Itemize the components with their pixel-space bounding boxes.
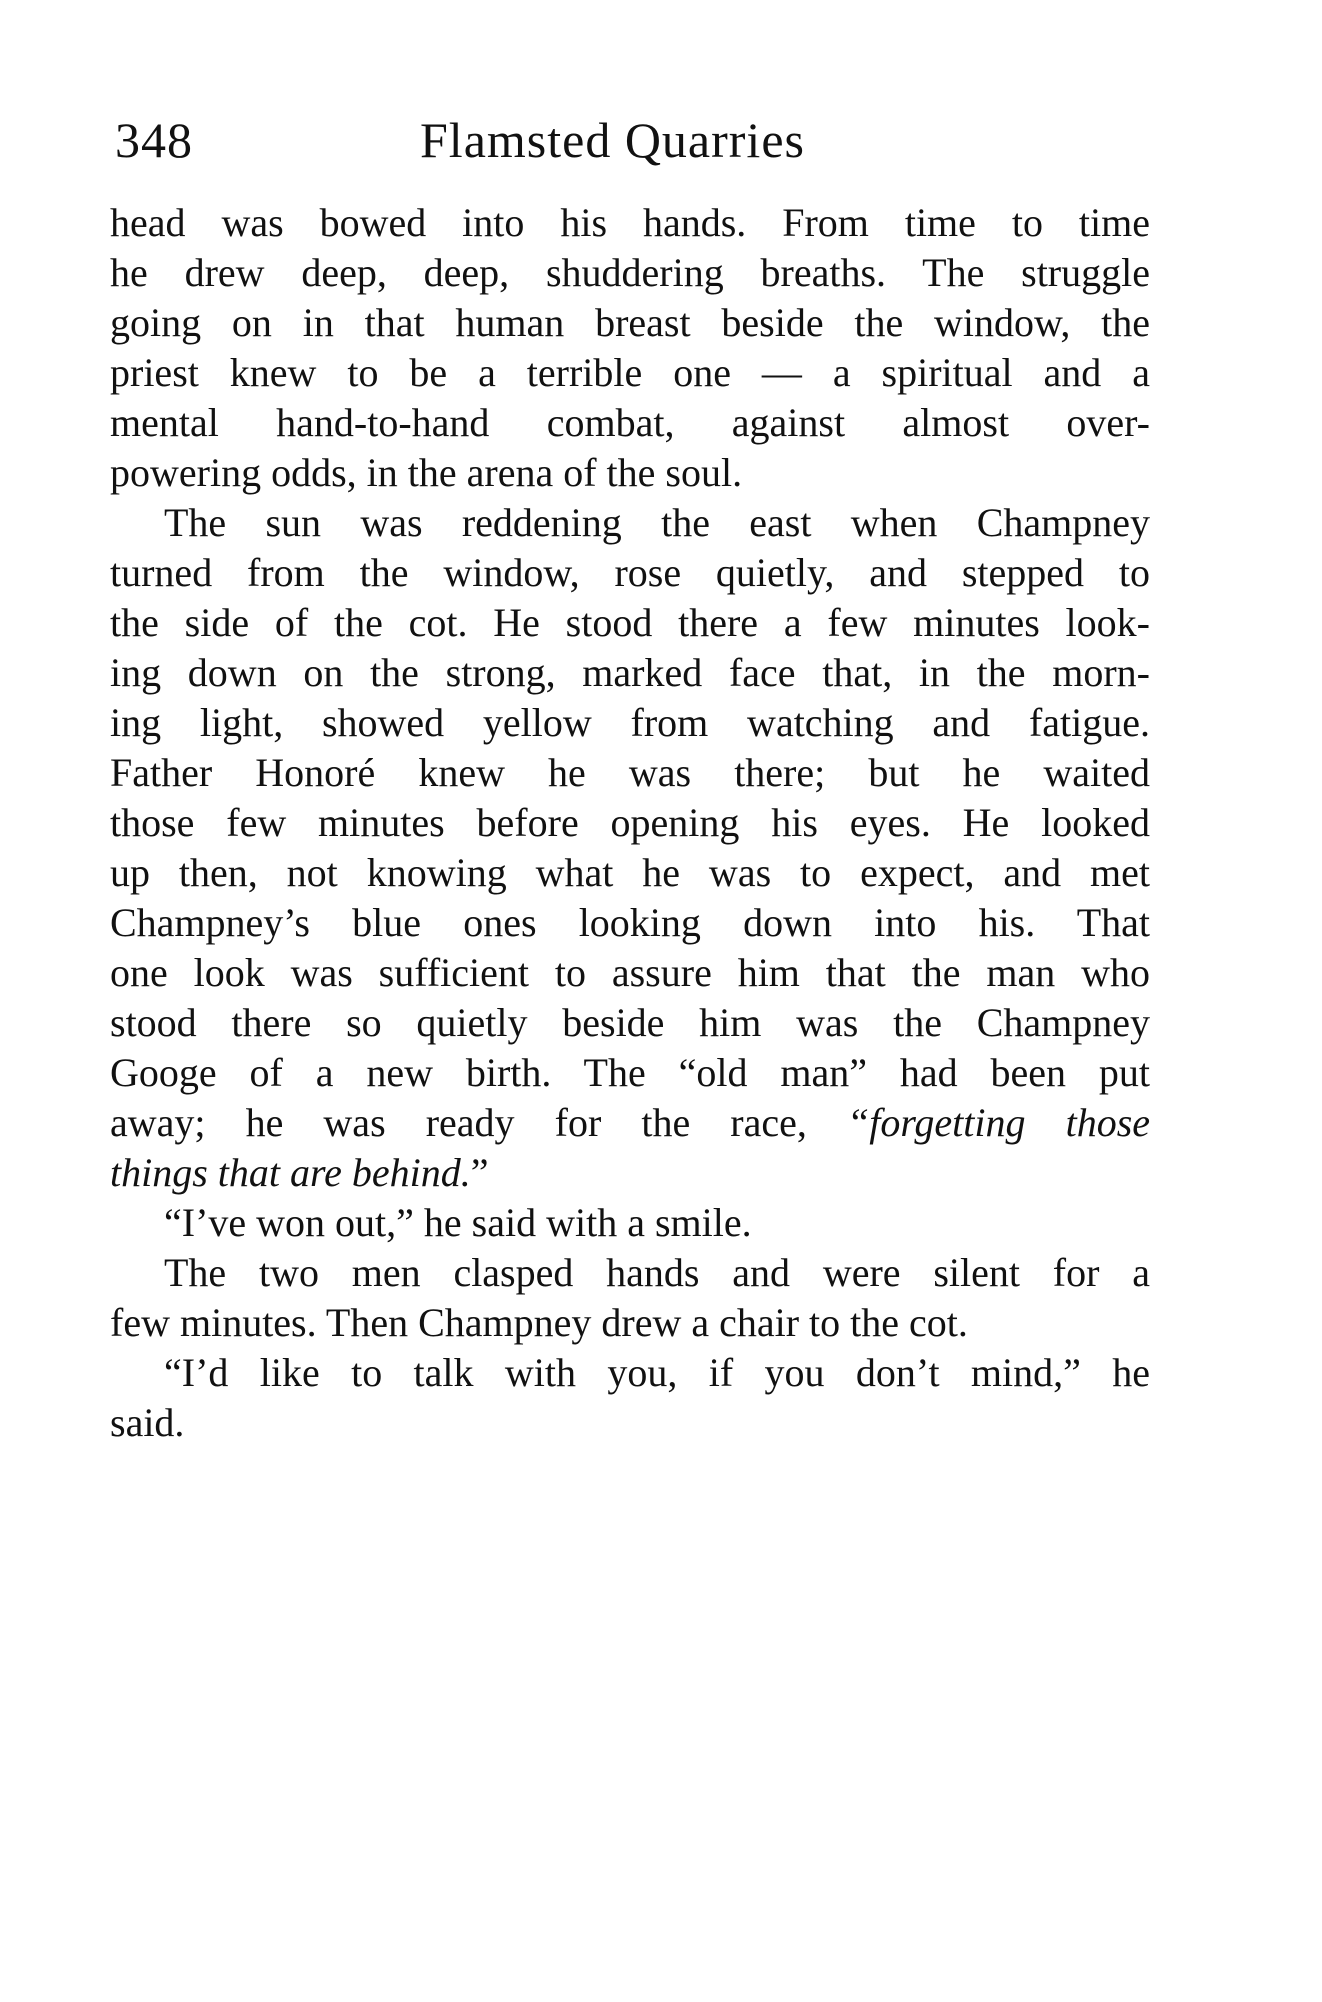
text-line: ing down on the strong, marked face that, in the morn-	[110, 650, 1150, 695]
text-line: stood there so quietly beside him was the Champney	[110, 1000, 1150, 1045]
text-line: “I’d like to talk with you, if you don’t mind,” he	[164, 1350, 1150, 1395]
text-line: the side of the cot. He stood there a few minutes look-	[110, 600, 1150, 645]
text-line: Champney’s blue ones looking down into his. That	[110, 900, 1150, 945]
italic-quotation: things that are behind.	[110, 1150, 471, 1195]
text-line: The sun was reddening the east when Champney	[164, 500, 1150, 545]
text-line: going on in that human breast beside the window, the	[110, 300, 1150, 345]
text-line: those few minutes before opening his eyes. He looked	[110, 800, 1150, 845]
paragraph	[110, 498, 1150, 1198]
text-line: powering odds, in the arena of the soul.	[110, 450, 743, 495]
text-line: priest knew to be a terrible one — a spiritual and a	[110, 350, 1150, 395]
text-segment: away; he was ready for the race,	[110, 1100, 807, 1145]
text-line: one look was sufficient to assure him that the man who	[110, 950, 1150, 995]
closing-quote: ”	[470, 1150, 489, 1195]
text-line: he drew deep, deep, shuddering breaths. The struggle	[110, 250, 1150, 295]
text-line: head was bowed into his hands. From time to time	[110, 200, 1150, 245]
text-line: ing light, showed yellow from watching and fatigue.	[110, 700, 1150, 745]
paragraph	[110, 1248, 1150, 1348]
text-line: Father Honoré knew he was there; but he waited	[110, 750, 1150, 795]
running-head	[115, 105, 1145, 175]
paragraph	[110, 1198, 1150, 1248]
paragraph	[110, 198, 1150, 498]
text-line-mixed	[110, 1098, 1150, 1148]
text-line-mixed	[110, 1148, 1150, 1198]
running-title: Flamsted Quarries	[420, 112, 805, 168]
text-line: mental hand-to-hand combat, against almost over-	[110, 400, 1150, 445]
text-line: The two men clasped hands and were silent for a	[164, 1250, 1150, 1295]
text-line: few minutes. Then Champney drew a chair to the cot.	[110, 1300, 968, 1345]
text-line: up then, not knowing what he was to expect, and met	[110, 850, 1150, 895]
paragraph	[110, 1348, 1150, 1448]
italic-quotation: “forgetting those	[846, 1100, 1150, 1145]
text-line: “I’ve won out,” he said with a smile.	[164, 1200, 752, 1245]
body-text	[110, 198, 1150, 1448]
text-line: said.	[110, 1400, 185, 1445]
text-line: turned from the window, rose quietly, and stepped to	[110, 550, 1150, 595]
text-line: Googe of a new birth. The “old man” had been put	[110, 1050, 1150, 1095]
page-number: 348	[115, 112, 193, 168]
